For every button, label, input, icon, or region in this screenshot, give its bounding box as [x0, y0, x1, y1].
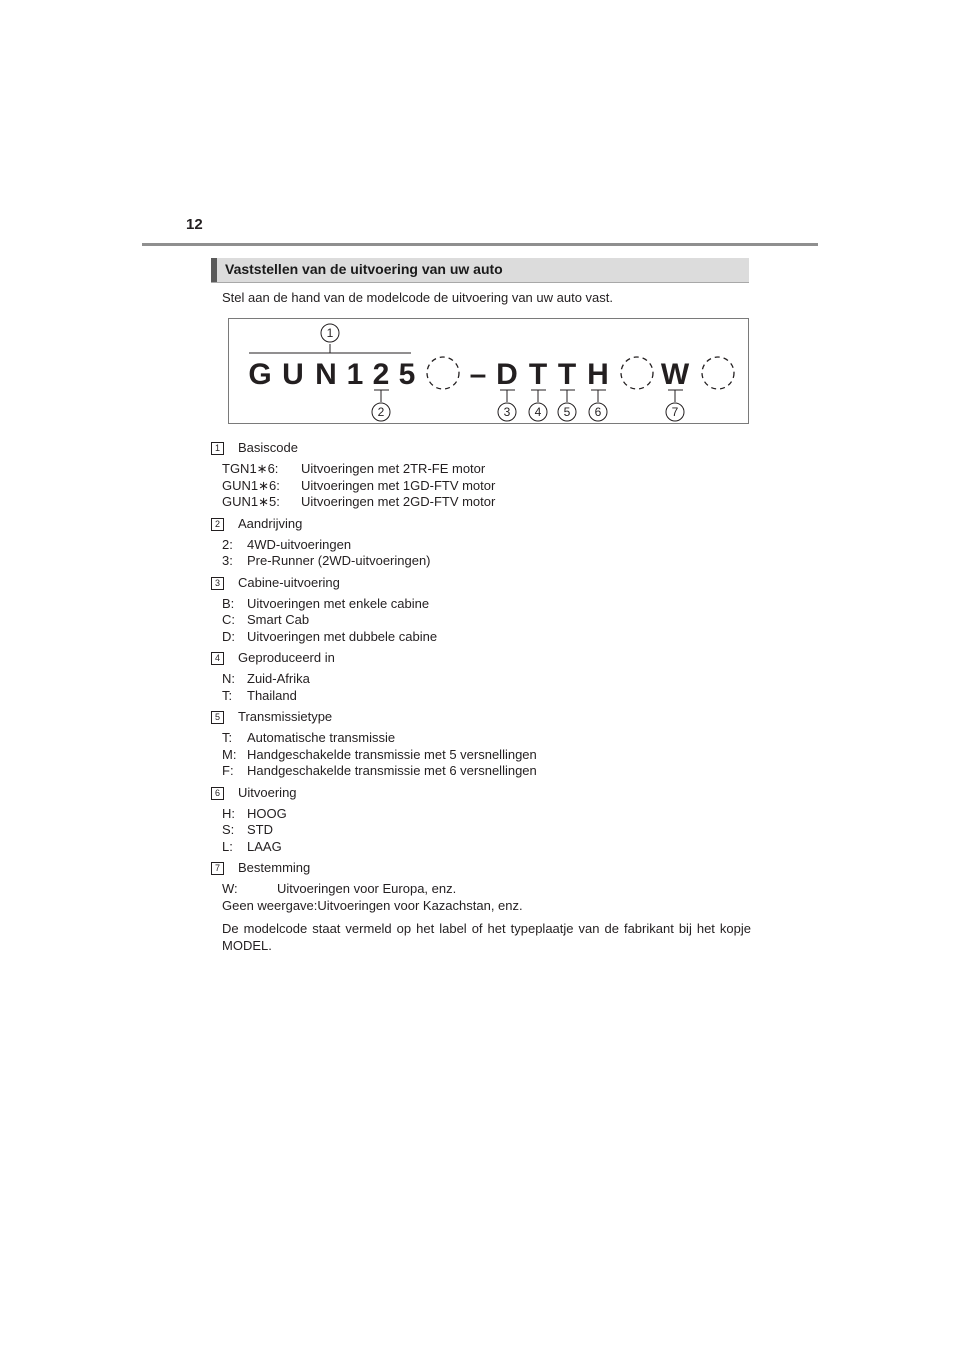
legend-item-cabine — [211, 575, 751, 646]
section-header — [211, 258, 749, 283]
code-char: W — [660, 358, 690, 391]
code-legend — [211, 440, 751, 954]
code-char: T — [557, 358, 577, 391]
code-row: L: LAAG — [222, 838, 282, 854]
callout-label-6: 6 — [594, 405, 602, 419]
callout-label-2: 2 — [377, 405, 385, 419]
code-row: T: Thailand — [222, 687, 297, 703]
item-number: 6 — [211, 787, 224, 800]
header-rule — [142, 243, 818, 246]
placeholder-circle — [621, 357, 653, 389]
legend-item-aandrijving — [211, 516, 751, 570]
page-number: 12 — [186, 216, 203, 233]
code-row: 2: 4WD-uitvoeringen — [222, 536, 352, 552]
item-title: Uitvoering — [238, 784, 297, 800]
section-title: Vaststellen van de uitvoering van uw auto — [225, 261, 503, 277]
code-row: 3: Pre-Runner (2WD-uitvoeringen) — [222, 553, 431, 568]
code-row: M: Handgeschakelde transmissie met 5 versnellingen — [222, 746, 537, 762]
item-number: 5 — [211, 711, 224, 724]
item-title: Cabine-uitvoering — [238, 574, 340, 590]
item-number: 1 — [211, 442, 224, 455]
callout-label-7: 7 — [671, 405, 679, 419]
placeholder-circle — [702, 357, 734, 389]
code-row: TGN1∗6: Uitvoeringen met 2TR-FE motor — [222, 461, 486, 476]
item-number: 4 — [211, 652, 224, 665]
code-row: T: Automatische transmissie — [222, 730, 396, 745]
code-row: B: Uitvoeringen met enkele cabine — [222, 595, 430, 611]
code-char: – — [469, 358, 487, 391]
item-title: Bestemming — [238, 860, 311, 876]
code-char: 5 — [398, 358, 416, 391]
legend-item-productie — [211, 650, 751, 704]
code-row: H: HOOG — [222, 805, 287, 821]
code-char: T — [528, 358, 548, 391]
callout-label-4: 4 — [534, 405, 542, 419]
code-char: D — [496, 358, 518, 391]
callout-label-5: 5 — [563, 405, 571, 419]
legend-item-basiscode — [211, 440, 751, 511]
item-number: 7 — [211, 862, 224, 875]
item-title: Transmissietype — [238, 709, 333, 725]
code-row: F: Handgeschakelde transmissie met 6 versnellingen — [222, 763, 537, 778]
legend-item-uitvoering — [211, 785, 751, 856]
callout-stems — [374, 390, 683, 402]
code-char: 1 — [346, 358, 364, 391]
item-title: Aandrijving — [238, 515, 303, 531]
callout-label-1: 1 — [326, 326, 334, 340]
model-code-svg — [229, 319, 750, 425]
code-row: Geen weergave: Uitvoeringen voor Kazachstan, enz. — [222, 897, 523, 913]
callout-label-3: 3 — [503, 405, 511, 419]
legend-item-transmissie — [211, 709, 751, 780]
code-row: GUN1∗5: Uitvoeringen met 2GD-FTV motor — [222, 494, 496, 509]
item-title: Basiscode — [238, 440, 298, 456]
model-label-note: De modelcode staat vermeld op het label of het typeplaatje van de fabrikant bij het kopje MODEL. — [222, 921, 751, 953]
item-number: 2 — [211, 518, 224, 531]
code-char: U — [282, 358, 304, 391]
code-char: 2 — [372, 358, 390, 391]
code-row: S: STD — [222, 822, 273, 837]
legend-item-bestemming — [211, 860, 751, 914]
code-row: GUN1∗6: Uitvoeringen met 1GD-FTV motor — [222, 477, 496, 493]
section-header-bar — [211, 258, 217, 282]
model-code-diagram — [228, 318, 749, 424]
placeholder-circle — [427, 357, 459, 389]
code-char: G — [248, 358, 272, 391]
code-row: W: Uitvoeringen voor Europa, enz. — [222, 881, 457, 896]
code-row: N: Zuid-Afrika — [222, 671, 310, 686]
code-row: C: Smart Cab — [222, 612, 310, 627]
item-title: Geproduceerd in — [238, 650, 335, 666]
code-row: D: Uitvoeringen met dubbele cabine — [222, 628, 438, 644]
code-char: H — [587, 358, 609, 391]
intro-text: Stel aan de hand van de modelcode de uitvoering van uw auto vast. — [222, 290, 613, 305]
code-char: N — [315, 358, 337, 391]
item-number: 3 — [211, 577, 224, 590]
